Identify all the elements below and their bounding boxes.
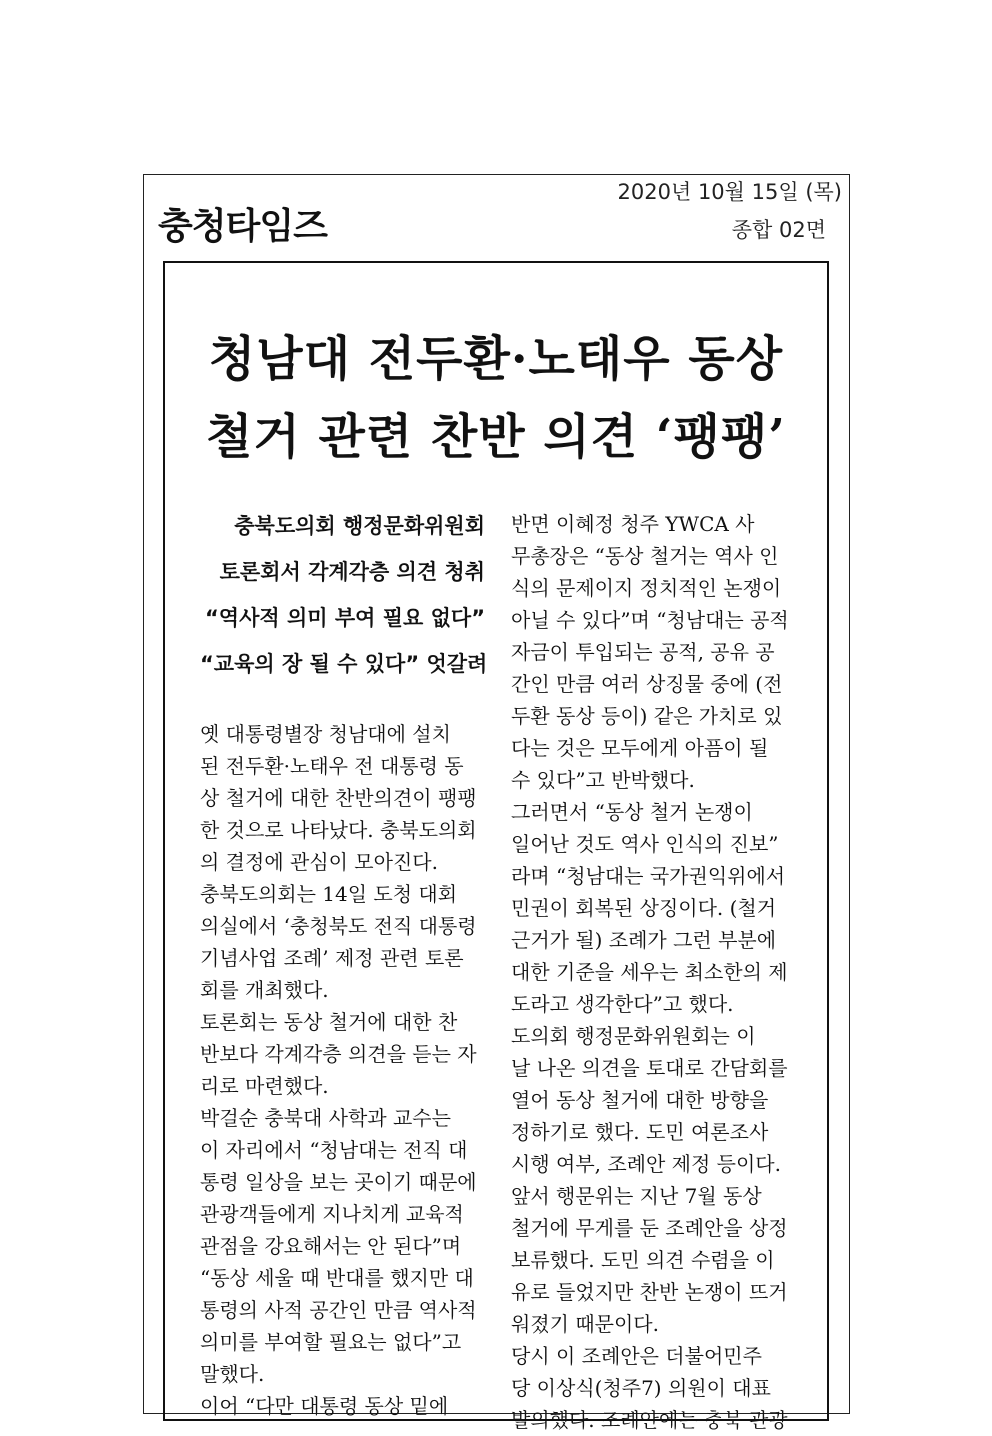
subheadings [200, 508, 488, 692]
article-text-line: 두환 동상 등이) 같은 가치로 있 [511, 704, 783, 728]
article-text-line: 수 있다”고 반박했다. [511, 768, 695, 792]
subheading: “교육의 장 될 수 있다” 엇갈려 [200, 652, 488, 676]
article-text-line: 당 이상식(청주7) 의원이 대표 [511, 1376, 771, 1400]
article-text-line: 근거가 될) 조례가 그런 부분에 [511, 928, 777, 952]
article-text-line: 정하기로 했다. 도민 여론조사 [511, 1120, 769, 1144]
publication-date: 2020년 10월 15일 (목) [617, 180, 842, 204]
article-text-line: 도의회 행정문화위원회는 이 [511, 1024, 756, 1048]
article-column-left [200, 718, 477, 1422]
article-text-line: 당시 이 조례안은 더불어민주 [511, 1344, 762, 1368]
article-text-line: 날 나온 의견을 토대로 간담회를 [511, 1056, 788, 1080]
article-text-line: 상 철거에 대한 찬반의견이 팽팽 [200, 786, 477, 810]
article-text-line: 간인 만큼 여러 상징물 중에 (전 [511, 672, 783, 696]
article-text-line: 회를 개최했다. [200, 978, 329, 1002]
subheading: 충북도의회 행정문화위원회 [234, 514, 485, 538]
article-text-line: “동상 세울 때 반대를 했지만 대 [200, 1266, 474, 1290]
article-column-right [511, 508, 789, 1436]
article-text-line: 자금이 투입되는 공적, 공유 공 [511, 640, 775, 664]
article-text-line: 대한 기준을 세우는 최소한의 제 [511, 960, 788, 984]
article-text-line: 관점을 강요해서는 안 된다”며 [200, 1234, 462, 1258]
article-text-line: 반면 이혜정 청주 YWCA 사 [511, 512, 755, 536]
article-text-line: 토론회는 동상 철거에 대한 찬 [200, 1010, 458, 1034]
article-text-line: 일어난 것도 역사 인식의 진보” [511, 832, 779, 856]
article-text-line: 한 것으로 나타났다. 충북도의회 [200, 818, 477, 842]
subheading: 토론회서 각계각층 의견 청취 [219, 560, 485, 584]
article-text-line: 말했다. [200, 1362, 265, 1386]
article-text-line: 통령 일상을 보는 곳이기 때문에 [200, 1170, 477, 1194]
article-text-line: 충북도의회는 14일 도청 대회 [200, 882, 458, 906]
article-text-line: 워졌기 때문이다. [511, 1312, 659, 1336]
article-text-line: 박걸순 충북대 사학과 교수는 [200, 1106, 451, 1130]
article-text-line: 열어 동상 철거에 대한 방향을 [511, 1088, 769, 1112]
article-text-line: 반보다 각계각층 의견을 듣는 자 [200, 1042, 477, 1066]
subheading: “역사적 의미 부여 필요 없다” [205, 606, 485, 630]
article-text-line: 라며 “청남대는 국가권익위에서 [511, 864, 786, 888]
article-text-line: 보류했다. 도민 의견 수렴을 이 [511, 1248, 775, 1272]
article-text-line: 도라고 생각한다”고 했다. [511, 992, 734, 1016]
newspaper-masthead: 충청타임즈 [158, 206, 327, 247]
article-text-line: 의 결정에 관심이 모아진다. [200, 850, 438, 874]
article-text-line: 된 전두환·노태우 전 대통령 동 [200, 754, 464, 778]
article-text-line: 앞서 행문위는 지난 7월 동상 [511, 1184, 762, 1208]
article-text-line: 이어 “다만 대통령 동상 밑에 [200, 1394, 449, 1418]
article-text-line: 무총장은 “동상 철거는 역사 인 [511, 544, 779, 568]
article-text-line: 유로 들었지만 찬반 논쟁이 뜨거 [511, 1280, 788, 1304]
article-text-line: 그러면서 “동상 철거 논쟁이 [511, 800, 753, 824]
article-text-line: 통령의 사적 공간인 만큼 역사적 [200, 1298, 477, 1322]
article-text-line: 아닐 수 있다”며 “청남대는 공적 [511, 608, 789, 632]
article-text-line: 의실에서 ‘충청북도 전직 대통령 [200, 914, 477, 938]
article-text-line: 이 자리에서 “청남대는 전직 대 [200, 1138, 468, 1162]
article-text-line: 다는 것은 모두에게 아픔이 될 [511, 736, 769, 760]
article-text-line: 시행 여부, 조례안 제정 등이다. [511, 1152, 781, 1176]
article-text-line: 식의 문제이지 정치적인 논쟁이 [511, 576, 782, 600]
article-text-line: 기념사업 조례’ 제정 관련 토론 [200, 946, 464, 970]
article-text-line: 철거에 무게를 둔 조례안을 상정 [511, 1216, 788, 1240]
article-text-line: 의미를 부여할 필요는 없다”고 [200, 1330, 462, 1354]
headline-line-2: 철거 관련 찬반 의견 ‘팽팽’ [206, 409, 786, 465]
headline-line-1: 청남대 전두환·노태우 동상 [208, 331, 784, 387]
article-text-line: 민권이 회복된 상징이다. (철거 [511, 896, 777, 920]
article-text-line: 발의했다. 조례안에는 충북 관광 [511, 1408, 788, 1432]
page-section: 종합 02면 [731, 218, 826, 242]
article-text-line: 옛 대통령별장 청남대에 설치 [200, 722, 451, 746]
article-text-line: 관광객들에게 지나치게 교육적 [200, 1202, 464, 1226]
article-text-line: 리로 마련했다. [200, 1074, 329, 1098]
